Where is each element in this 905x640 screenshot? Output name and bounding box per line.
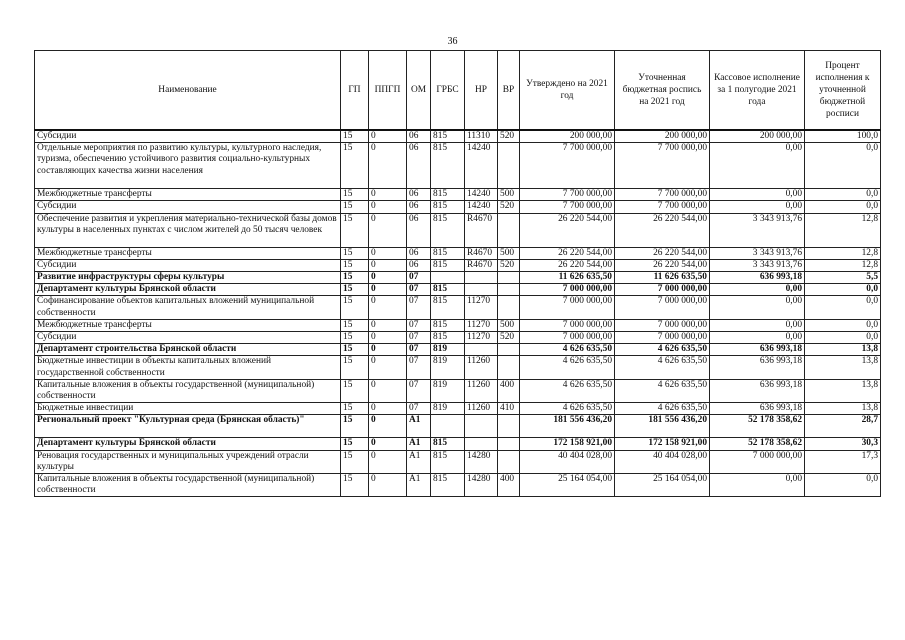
row-om: A1 — [407, 415, 431, 438]
row-om: 06 — [407, 189, 431, 201]
row-ppgp: 0 — [369, 272, 407, 284]
row-np — [465, 438, 498, 450]
row-name: Развитие инфраструктуры сферы культуры — [35, 272, 341, 284]
row-refined: 7 000 000,00 — [615, 284, 710, 296]
table-row — [35, 332, 881, 344]
table-row — [35, 379, 881, 402]
row-vr: 500 — [498, 189, 520, 201]
row-ppgp: 0 — [369, 284, 407, 296]
row-grbs: 819 — [431, 344, 465, 356]
row-gp: 15 — [341, 189, 369, 201]
row-refined: 26 220 544,00 — [615, 259, 710, 271]
row-approved: 26 220 544,00 — [520, 247, 615, 259]
row-approved: 40 404 028,00 — [520, 450, 615, 473]
row-approved: 4 626 635,50 — [520, 403, 615, 415]
table-row — [35, 403, 881, 415]
row-approved: 4 626 635,50 — [520, 344, 615, 356]
row-refined: 26 220 544,00 — [615, 247, 710, 259]
row-gp: 15 — [341, 247, 369, 259]
row-grbs — [431, 272, 465, 284]
table-row — [35, 319, 881, 331]
row-name: Капитальные вложения в объекты государственной (муниципальной) собственности — [35, 474, 341, 497]
row-refined: 26 220 544,00 — [615, 213, 710, 247]
row-name: Субсидии — [35, 259, 341, 271]
row-vr: 520 — [498, 259, 520, 271]
row-gp: 15 — [341, 259, 369, 271]
row-percent: 17,3 — [805, 450, 881, 473]
row-approved: 7 700 000,00 — [520, 143, 615, 189]
row-grbs: 815 — [431, 450, 465, 473]
header-gp: ГП — [341, 51, 369, 131]
row-name: Субсидии — [35, 201, 341, 213]
row-ppgp: 0 — [369, 450, 407, 473]
row-ppgp: 0 — [369, 296, 407, 319]
row-gp: 15 — [341, 438, 369, 450]
row-vr: 400 — [498, 379, 520, 402]
row-approved: 4 626 635,50 — [520, 379, 615, 402]
row-np: R4670 — [465, 213, 498, 247]
table-row — [35, 438, 881, 450]
row-cash: 200 000,00 — [710, 130, 805, 143]
row-percent: 30,3 — [805, 438, 881, 450]
row-approved: 7 000 000,00 — [520, 284, 615, 296]
row-percent: 0,0 — [805, 319, 881, 331]
table-row — [35, 130, 881, 143]
row-om: 06 — [407, 201, 431, 213]
row-name: Межбюджетные трансферты — [35, 247, 341, 259]
row-cash: 0,00 — [710, 189, 805, 201]
row-refined: 4 626 635,50 — [615, 379, 710, 402]
row-gp: 15 — [341, 379, 369, 402]
row-name: Бюджетные инвестиции — [35, 403, 341, 415]
row-np: 14240 — [465, 189, 498, 201]
row-cash: 52 178 358,62 — [710, 438, 805, 450]
row-name: Департамент культуры Брянской области — [35, 438, 341, 450]
row-ppgp: 0 — [369, 379, 407, 402]
row-om: 07 — [407, 319, 431, 331]
row-percent: 0,0 — [805, 474, 881, 497]
row-grbs: 815 — [431, 284, 465, 296]
row-name: Отдельные мероприятия по развитию культуры, культурного наследия, туризма, обеспечению устойчивого развития социально-культурных составляющих качества жизни населения — [35, 143, 341, 189]
table-header-row — [35, 51, 881, 131]
row-grbs: 819 — [431, 403, 465, 415]
row-np: 11260 — [465, 403, 498, 415]
row-vr — [498, 296, 520, 319]
row-vr: 500 — [498, 247, 520, 259]
row-np — [465, 284, 498, 296]
row-percent: 0,0 — [805, 143, 881, 189]
row-approved: 7 000 000,00 — [520, 296, 615, 319]
row-refined: 7 700 000,00 — [615, 189, 710, 201]
row-cash: 636 993,18 — [710, 344, 805, 356]
header-approved: Утверждено на 2021 год — [520, 51, 615, 131]
row-cash: 636 993,18 — [710, 379, 805, 402]
row-grbs: 819 — [431, 356, 465, 379]
row-refined: 11 626 635,50 — [615, 272, 710, 284]
row-cash: 0,00 — [710, 284, 805, 296]
table-row — [35, 296, 881, 319]
row-cash: 0,00 — [710, 474, 805, 497]
row-percent: 12,8 — [805, 213, 881, 247]
row-ppgp: 0 — [369, 403, 407, 415]
row-approved: 7 700 000,00 — [520, 201, 615, 213]
row-ppgp: 0 — [369, 474, 407, 497]
row-gp: 15 — [341, 356, 369, 379]
row-grbs: 815 — [431, 130, 465, 143]
row-approved: 172 158 921,00 — [520, 438, 615, 450]
row-refined: 7 000 000,00 — [615, 319, 710, 331]
row-om: A1 — [407, 438, 431, 450]
row-approved: 26 220 544,00 — [520, 213, 615, 247]
row-ppgp: 0 — [369, 356, 407, 379]
row-om: 06 — [407, 143, 431, 189]
row-grbs: 815 — [431, 319, 465, 331]
row-name: Реновация государственных и муниципальных учреждений отрасли культуры — [35, 450, 341, 473]
row-vr — [498, 438, 520, 450]
table-row — [35, 213, 881, 247]
row-percent: 13,8 — [805, 356, 881, 379]
row-approved: 200 000,00 — [520, 130, 615, 143]
row-percent: 13,8 — [805, 379, 881, 402]
row-vr: 400 — [498, 474, 520, 497]
row-om: 07 — [407, 403, 431, 415]
row-approved: 7 700 000,00 — [520, 189, 615, 201]
header-vr: ВР — [498, 51, 520, 131]
row-ppgp: 0 — [369, 344, 407, 356]
table-row — [35, 356, 881, 379]
row-cash: 7 000 000,00 — [710, 450, 805, 473]
row-om: A1 — [407, 474, 431, 497]
table-row — [35, 259, 881, 271]
row-gp: 15 — [341, 319, 369, 331]
row-om: 06 — [407, 130, 431, 143]
table-row — [35, 272, 881, 284]
row-ppgp: 0 — [369, 189, 407, 201]
row-gp: 15 — [341, 474, 369, 497]
row-grbs: 815 — [431, 332, 465, 344]
row-np: 14240 — [465, 143, 498, 189]
row-approved: 4 626 635,50 — [520, 356, 615, 379]
row-cash: 52 178 358,62 — [710, 415, 805, 438]
row-gp: 15 — [341, 143, 369, 189]
row-ppgp: 0 — [369, 143, 407, 189]
row-refined: 25 164 054,00 — [615, 474, 710, 497]
row-gp: 15 — [341, 403, 369, 415]
row-np — [465, 344, 498, 356]
row-np — [465, 272, 498, 284]
row-gp: 15 — [341, 130, 369, 143]
row-grbs: 815 — [431, 189, 465, 201]
row-vr — [498, 272, 520, 284]
row-ppgp: 0 — [369, 438, 407, 450]
row-vr — [498, 415, 520, 438]
row-percent: 12,8 — [805, 259, 881, 271]
row-refined: 7 000 000,00 — [615, 332, 710, 344]
row-refined: 7 700 000,00 — [615, 201, 710, 213]
row-gp: 15 — [341, 272, 369, 284]
row-ppgp: 0 — [369, 332, 407, 344]
table-row — [35, 247, 881, 259]
header-np: НР — [465, 51, 498, 131]
row-cash: 0,00 — [710, 143, 805, 189]
row-vr — [498, 356, 520, 379]
row-refined: 7 700 000,00 — [615, 143, 710, 189]
row-approved: 7 000 000,00 — [520, 319, 615, 331]
row-refined: 172 158 921,00 — [615, 438, 710, 450]
row-om: 06 — [407, 259, 431, 271]
row-np: R4670 — [465, 259, 498, 271]
row-grbs: 815 — [431, 474, 465, 497]
table-row — [35, 450, 881, 473]
row-approved: 181 556 436,20 — [520, 415, 615, 438]
row-percent: 0,0 — [805, 201, 881, 213]
row-np: 11260 — [465, 356, 498, 379]
row-cash: 0,00 — [710, 319, 805, 331]
row-vr — [498, 143, 520, 189]
row-np: 11270 — [465, 332, 498, 344]
table-row — [35, 201, 881, 213]
row-percent: 0,0 — [805, 332, 881, 344]
header-cash: Кассовое исполнение за 1 полугодие 2021 года — [710, 51, 805, 131]
page-number: 36 — [447, 36, 458, 47]
row-approved: 7 000 000,00 — [520, 332, 615, 344]
row-vr — [498, 344, 520, 356]
row-np: 14240 — [465, 201, 498, 213]
row-np: 11310 — [465, 130, 498, 143]
row-ppgp: 0 — [369, 415, 407, 438]
budget-execution-table — [34, 50, 881, 497]
row-name: Межбюджетные трансферты — [35, 189, 341, 201]
table-row — [35, 284, 881, 296]
row-name: Субсидии — [35, 332, 341, 344]
table-row — [35, 143, 881, 189]
row-percent: 13,8 — [805, 403, 881, 415]
row-cash: 0,00 — [710, 296, 805, 319]
header-grbs: ГРБС — [431, 51, 465, 131]
header-refined: Уточненная бюджетная роспись на 2021 год — [615, 51, 710, 131]
row-cash: 3 343 913,76 — [710, 259, 805, 271]
row-grbs: 819 — [431, 379, 465, 402]
row-cash: 0,00 — [710, 201, 805, 213]
row-name: Департамент культуры Брянской области — [35, 284, 341, 296]
row-name: Капитальные вложения в объекты государственной (муниципальной) собственности — [35, 379, 341, 402]
row-np: 11270 — [465, 296, 498, 319]
row-gp: 15 — [341, 201, 369, 213]
row-refined: 181 556 436,20 — [615, 415, 710, 438]
row-gp: 15 — [341, 296, 369, 319]
row-cash: 636 993,18 — [710, 356, 805, 379]
row-percent: 0,0 — [805, 296, 881, 319]
row-ppgp: 0 — [369, 130, 407, 143]
row-np: 11260 — [465, 379, 498, 402]
row-cash: 3 343 913,76 — [710, 213, 805, 247]
row-np: 14280 — [465, 474, 498, 497]
row-refined: 40 404 028,00 — [615, 450, 710, 473]
header-name: Наименование — [35, 51, 341, 131]
row-name: Обеспечение развития и укрепления материально-технической базы домов культуры в населенных пунктах с числом жителей до 50 тысяч человек — [35, 213, 341, 247]
row-refined: 200 000,00 — [615, 130, 710, 143]
row-ppgp: 0 — [369, 247, 407, 259]
row-om: 06 — [407, 247, 431, 259]
table-row — [35, 189, 881, 201]
row-ppgp: 0 — [369, 213, 407, 247]
row-percent: 5,5 — [805, 272, 881, 284]
row-approved: 11 626 635,50 — [520, 272, 615, 284]
header-om: ОМ — [407, 51, 431, 131]
row-percent: 28,7 — [805, 415, 881, 438]
row-name: Департамент строительства Брянской области — [35, 344, 341, 356]
row-gp: 15 — [341, 284, 369, 296]
row-grbs: 815 — [431, 438, 465, 450]
row-om: 07 — [407, 344, 431, 356]
row-refined: 4 626 635,50 — [615, 356, 710, 379]
row-gp: 15 — [341, 213, 369, 247]
row-om: 07 — [407, 379, 431, 402]
row-name: Региональный проект "Культурная среда (Брянская область)" — [35, 415, 341, 438]
row-grbs: 815 — [431, 213, 465, 247]
row-om: 07 — [407, 356, 431, 379]
row-name: Субсидии — [35, 130, 341, 143]
row-ppgp: 0 — [369, 259, 407, 271]
row-vr: 520 — [498, 201, 520, 213]
table-row — [35, 474, 881, 497]
row-approved: 25 164 054,00 — [520, 474, 615, 497]
row-vr: 520 — [498, 130, 520, 143]
row-refined: 4 626 635,50 — [615, 403, 710, 415]
row-cash: 3 343 913,76 — [710, 247, 805, 259]
table-row — [35, 415, 881, 438]
header-ppgp: ППГП — [369, 51, 407, 131]
row-percent: 12,8 — [805, 247, 881, 259]
table-row — [35, 344, 881, 356]
row-grbs: 815 — [431, 201, 465, 213]
row-gp: 15 — [341, 415, 369, 438]
row-vr: 500 — [498, 319, 520, 331]
row-cash: 636 993,18 — [710, 403, 805, 415]
row-np: 11270 — [465, 319, 498, 331]
row-om: A1 — [407, 450, 431, 473]
row-np: 14280 — [465, 450, 498, 473]
row-grbs: 815 — [431, 296, 465, 319]
row-percent: 0,0 — [805, 284, 881, 296]
row-refined: 7 000 000,00 — [615, 296, 710, 319]
row-name: Межбюджетные трансферты — [35, 319, 341, 331]
row-np — [465, 415, 498, 438]
row-om: 06 — [407, 213, 431, 247]
row-grbs — [431, 415, 465, 438]
row-grbs: 815 — [431, 143, 465, 189]
row-grbs: 815 — [431, 259, 465, 271]
row-cash: 636 993,18 — [710, 272, 805, 284]
row-vr — [498, 450, 520, 473]
row-name: Бюджетные инвестиции в объекты капитальных вложений государственной собственности — [35, 356, 341, 379]
row-percent: 0,0 — [805, 189, 881, 201]
row-ppgp: 0 — [369, 319, 407, 331]
header-percent: Процент исполнения к уточненной бюджетной росписи — [805, 51, 881, 131]
row-gp: 15 — [341, 450, 369, 473]
row-refined: 4 626 635,50 — [615, 344, 710, 356]
row-gp: 15 — [341, 344, 369, 356]
row-vr — [498, 213, 520, 247]
row-vr: 520 — [498, 332, 520, 344]
row-om: 07 — [407, 296, 431, 319]
row-grbs: 815 — [431, 247, 465, 259]
row-np: R4670 — [465, 247, 498, 259]
row-name: Софинансирование объектов капитальных вложений муниципальной собственности — [35, 296, 341, 319]
row-percent: 13,8 — [805, 344, 881, 356]
row-cash: 0,00 — [710, 332, 805, 344]
row-gp: 15 — [341, 332, 369, 344]
row-percent: 100,0 — [805, 130, 881, 143]
row-approved: 26 220 544,00 — [520, 259, 615, 271]
row-vr: 410 — [498, 403, 520, 415]
row-ppgp: 0 — [369, 201, 407, 213]
row-vr — [498, 284, 520, 296]
row-om: 07 — [407, 284, 431, 296]
row-om: 07 — [407, 332, 431, 344]
row-om: 07 — [407, 272, 431, 284]
